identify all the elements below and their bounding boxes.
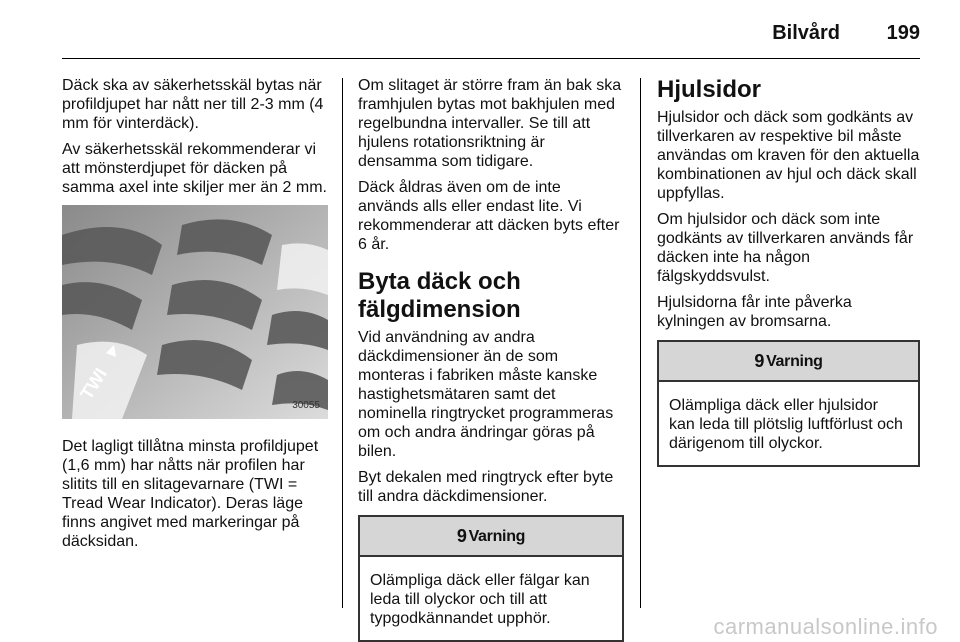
column-1	[62, 76, 330, 558]
tread-figure	[62, 205, 328, 419]
header-rule	[62, 58, 920, 59]
section-heading: Hjulsidor	[657, 76, 762, 103]
paragraph: Om hjulsidor och däck som inte godkänts av tillverkaren används får däcken inte ha någon fälgskyddsvulst.	[657, 211, 914, 285]
warning-box	[358, 515, 624, 642]
column-divider-1	[342, 78, 343, 608]
page-header	[62, 18, 920, 60]
warning-title: Varning	[468, 527, 526, 545]
warning-text: Olämpliga däck eller fälgar kan leda till olyckor och till att typgodkännandet upphör.	[370, 572, 590, 627]
watermark: carmanualsonline.info	[713, 614, 938, 639]
paragraph: Om slitaget är större fram än bak ska framhjulen bytas mot bakhjulen med regelbundna intervaller. Se till att hjulens rotationsriktning är densamma som tidigare.	[358, 77, 622, 170]
paragraph: Av säkerhetsskäl rekommenderar vi att mönsterdjupet för däcken på samma axel inte skiljer mer än 2 mm.	[62, 141, 327, 196]
paragraph: Däck åldras även om de inte används alls eller endast lite. Vi rekommenderar att däcken byts efter 6 år.	[358, 179, 620, 253]
paragraph: Det lagligt tillåtna minsta profildjupet (1,6 mm) har nåtts när profilen har slitits till en slitagevarnare (TWI = Tread Wear Indicator). Deras läge finns angivet med markeringar på däcksidan.	[62, 438, 319, 550]
paragraph: Hjulsidorna får inte påverka kylningen av bromsarna.	[657, 294, 852, 330]
warning-box	[657, 340, 920, 467]
paragraph: Vid användning av andra däckdimensioner än de som monteras i fabriken måste kanske hastighetsmätaren samt det nominella ringtrycket programmeras om och andra ändringar göras på bilen.	[358, 329, 614, 460]
section-heading: Byta däck och fälgdimension	[358, 268, 521, 323]
column-divider-2	[640, 78, 641, 608]
paragraph: Hjulsidor och däck som godkänts av tillverkaren av respektive bil måste användas om kraven för den aktuella kombinationen av hjul och däck skall uppfyllas.	[657, 109, 920, 202]
paragraph: Däck ska av säkerhetsskäl bytas när profildjupet har nått ner till 2-3 mm (4 mm för vinterdäck).	[62, 77, 324, 132]
warning-triangle-icon: 9	[754, 350, 765, 371]
warning-triangle-icon: 9	[456, 525, 467, 546]
column-3	[657, 76, 920, 467]
twi-label: TWI	[76, 364, 111, 404]
warning-header	[360, 517, 622, 557]
paragraph: Byt dekalen med ringtryck efter byte till andra däckdimensioner.	[358, 469, 614, 505]
warning-header	[659, 342, 918, 382]
column-2	[358, 76, 624, 642]
figure-number: 30055	[292, 400, 320, 411]
warning-text: Olämpliga däck eller hjulsidor kan leda till plötslig luftförlust och därigenom till olyckor.	[669, 397, 903, 452]
section-title: Bilvård	[772, 22, 840, 44]
warning-title: Varning	[766, 352, 823, 370]
page-number: 199	[886, 22, 920, 44]
tire-tread-illustration	[62, 205, 328, 419]
